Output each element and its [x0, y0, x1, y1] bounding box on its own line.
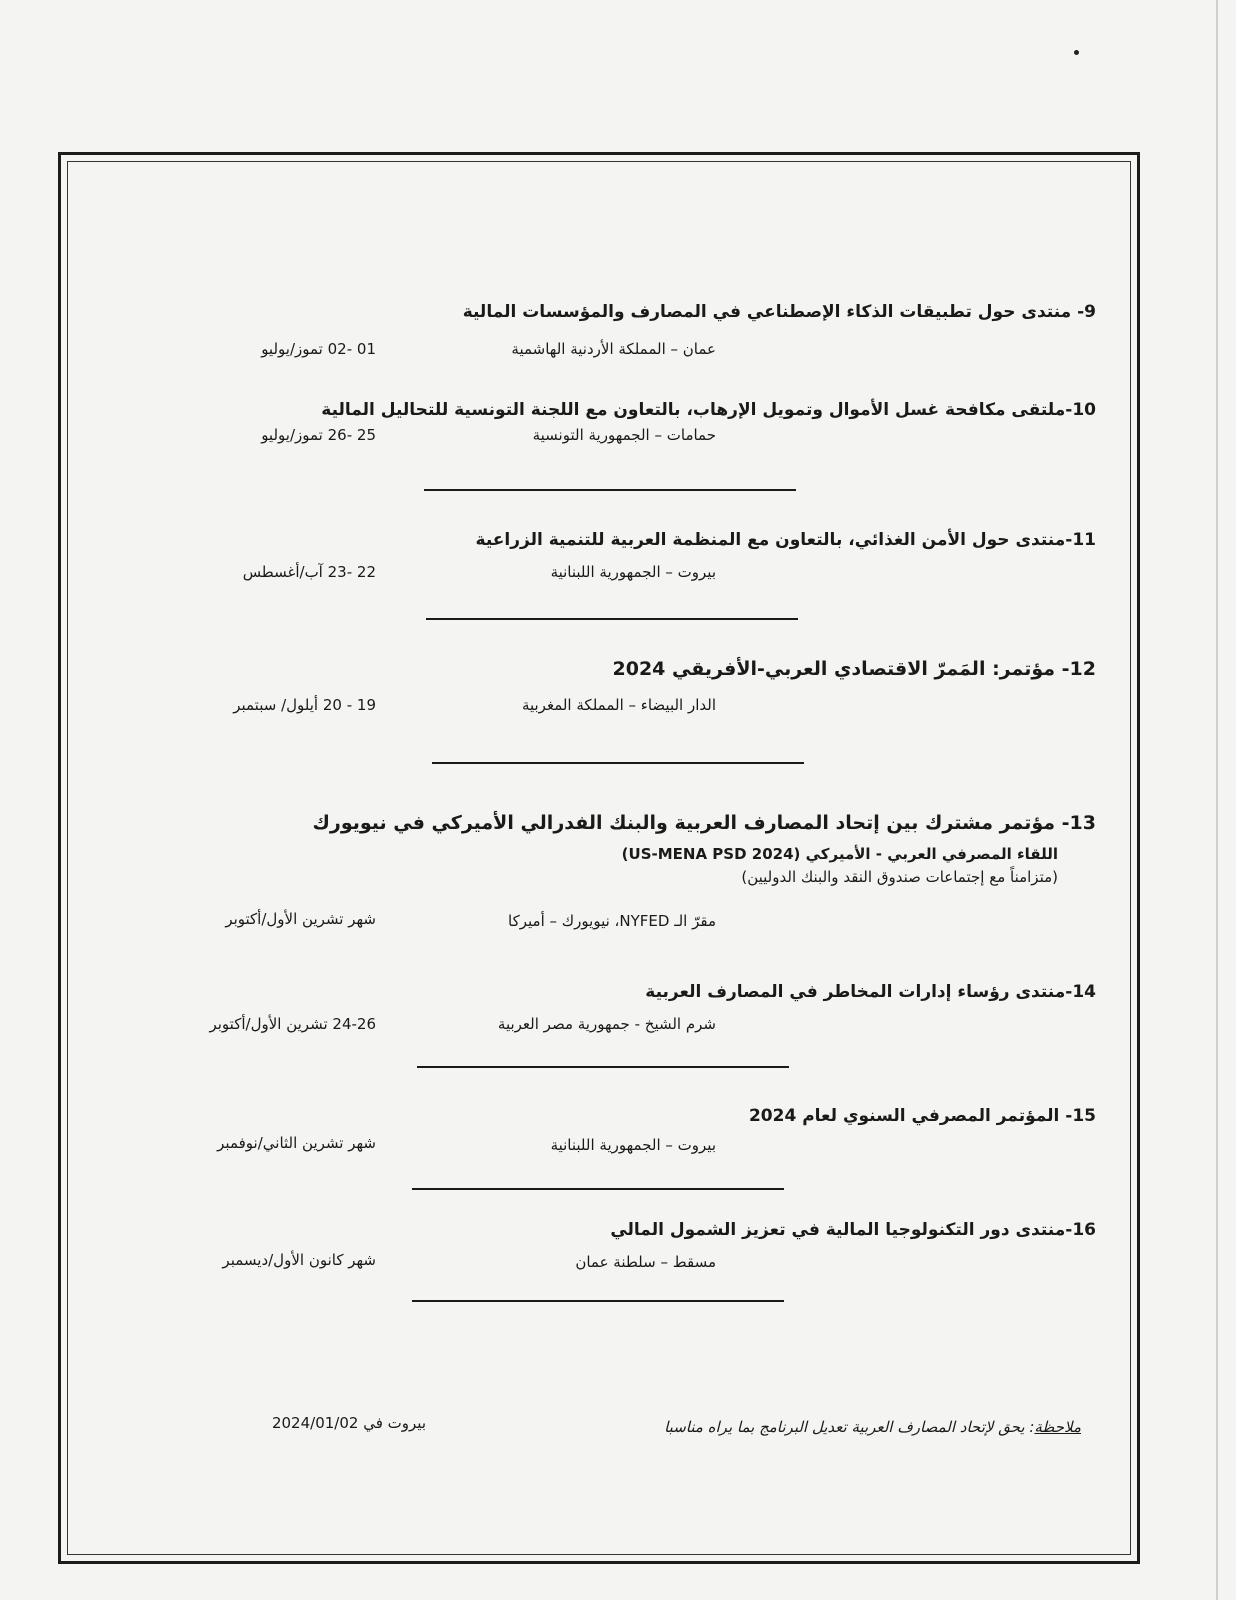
footer-note-text: : يحق لإتحاد المصارف العربية تعديل البرنامج بما يراه مناسبا: [664, 1418, 1035, 1436]
item-13-title: 13- مؤتمر مشترك بين إتحاد المصارف العربية والبنك الفدرالي الأميركي في نيويورك: [312, 812, 1096, 834]
separator-line: [424, 489, 796, 491]
item-9-date: 01 -02 تموز/يوليو: [261, 340, 376, 358]
item-16-location: مسقط – سلطنة عمان: [575, 1253, 716, 1271]
item-15-title: 15- المؤتمر المصرفي السنوي لعام 2024: [748, 1106, 1096, 1126]
footer-note: [664, 1418, 1081, 1436]
item-10-date: 25 -26 تموز/يوليو: [261, 426, 376, 444]
item-13-subtitle: اللقاء المصرفي العربي - الأميركي (US-MENA PSD 2024): [621, 845, 1058, 863]
item-11-location: بيروت – الجمهورية اللبنانية: [550, 563, 716, 581]
item-10-title: 10-ملتقى مكافحة غسل الأموال وتمويل الإرهاب، بالتعاون مع اللجنة التونسية للتحاليل المالية: [321, 400, 1096, 420]
footer-place-date: بيروت في 2024/01/02: [271, 1414, 426, 1432]
item-15-date: شهر تشرين الثاني/نوفمبر: [217, 1134, 376, 1152]
separator-line: [432, 762, 804, 764]
item-12-location: الدار البيضاء – المملكة المغربية: [521, 696, 716, 714]
item-9-title: 9- منتدى حول تطبيقات الذكاء الإصطناعي في المصارف والمؤسسات المالية: [462, 302, 1096, 322]
item-15-location: بيروت – الجمهورية اللبنانية: [550, 1136, 716, 1154]
separator-line: [417, 1066, 789, 1068]
item-11-date: 22 -23 آب/أغسطس: [242, 563, 376, 581]
item-14-title: 14-منتدى رؤساء إدارات المخاطر في المصارف العربية: [645, 982, 1096, 1002]
item-11-title: 11-منتدى حول الأمن الغذائي، بالتعاون مع المنظمة العربية للتنمية الزراعية: [475, 530, 1096, 550]
scan-speck: [1074, 50, 1079, 55]
separator-line: [412, 1188, 784, 1190]
item-13-note: (متزامناً مع إجتماعات صندوق النقد والبنك الدوليين): [741, 868, 1058, 886]
footer-note-label: ملاحظة: [1034, 1418, 1081, 1436]
separator-line: [426, 618, 798, 620]
item-14-location: شرم الشيخ - جمهورية مصر العربية: [497, 1015, 716, 1033]
item-9-location: عمان – المملكة الأردنية الهاشمية: [511, 340, 716, 358]
item-16-date: شهر كانون الأول/ديسمبر: [222, 1251, 376, 1269]
item-13-date: شهر تشرين الأول/أكتوبر: [225, 910, 376, 928]
scan-edge: [1216, 0, 1218, 1600]
item-12-date: 19 - 20 أيلول/ سبتمبر: [233, 696, 376, 714]
item-12-title: 12- مؤتمر: المَمرّ الاقتصادي العربي-الأفريقي 2024: [612, 658, 1096, 680]
item-10-location: حمامات – الجمهورية التونسية: [532, 426, 716, 444]
item-14-date: 24-26 تشرين الأول/أكتوبر: [209, 1015, 376, 1033]
item-13-location: مقرّ الـ NYFED، نيويورك – أميركا: [508, 912, 716, 930]
separator-line: [412, 1300, 784, 1302]
item-16-title: 16-منتدى دور التكنولوجيا المالية في تعزيز الشمول المالي: [610, 1220, 1096, 1240]
